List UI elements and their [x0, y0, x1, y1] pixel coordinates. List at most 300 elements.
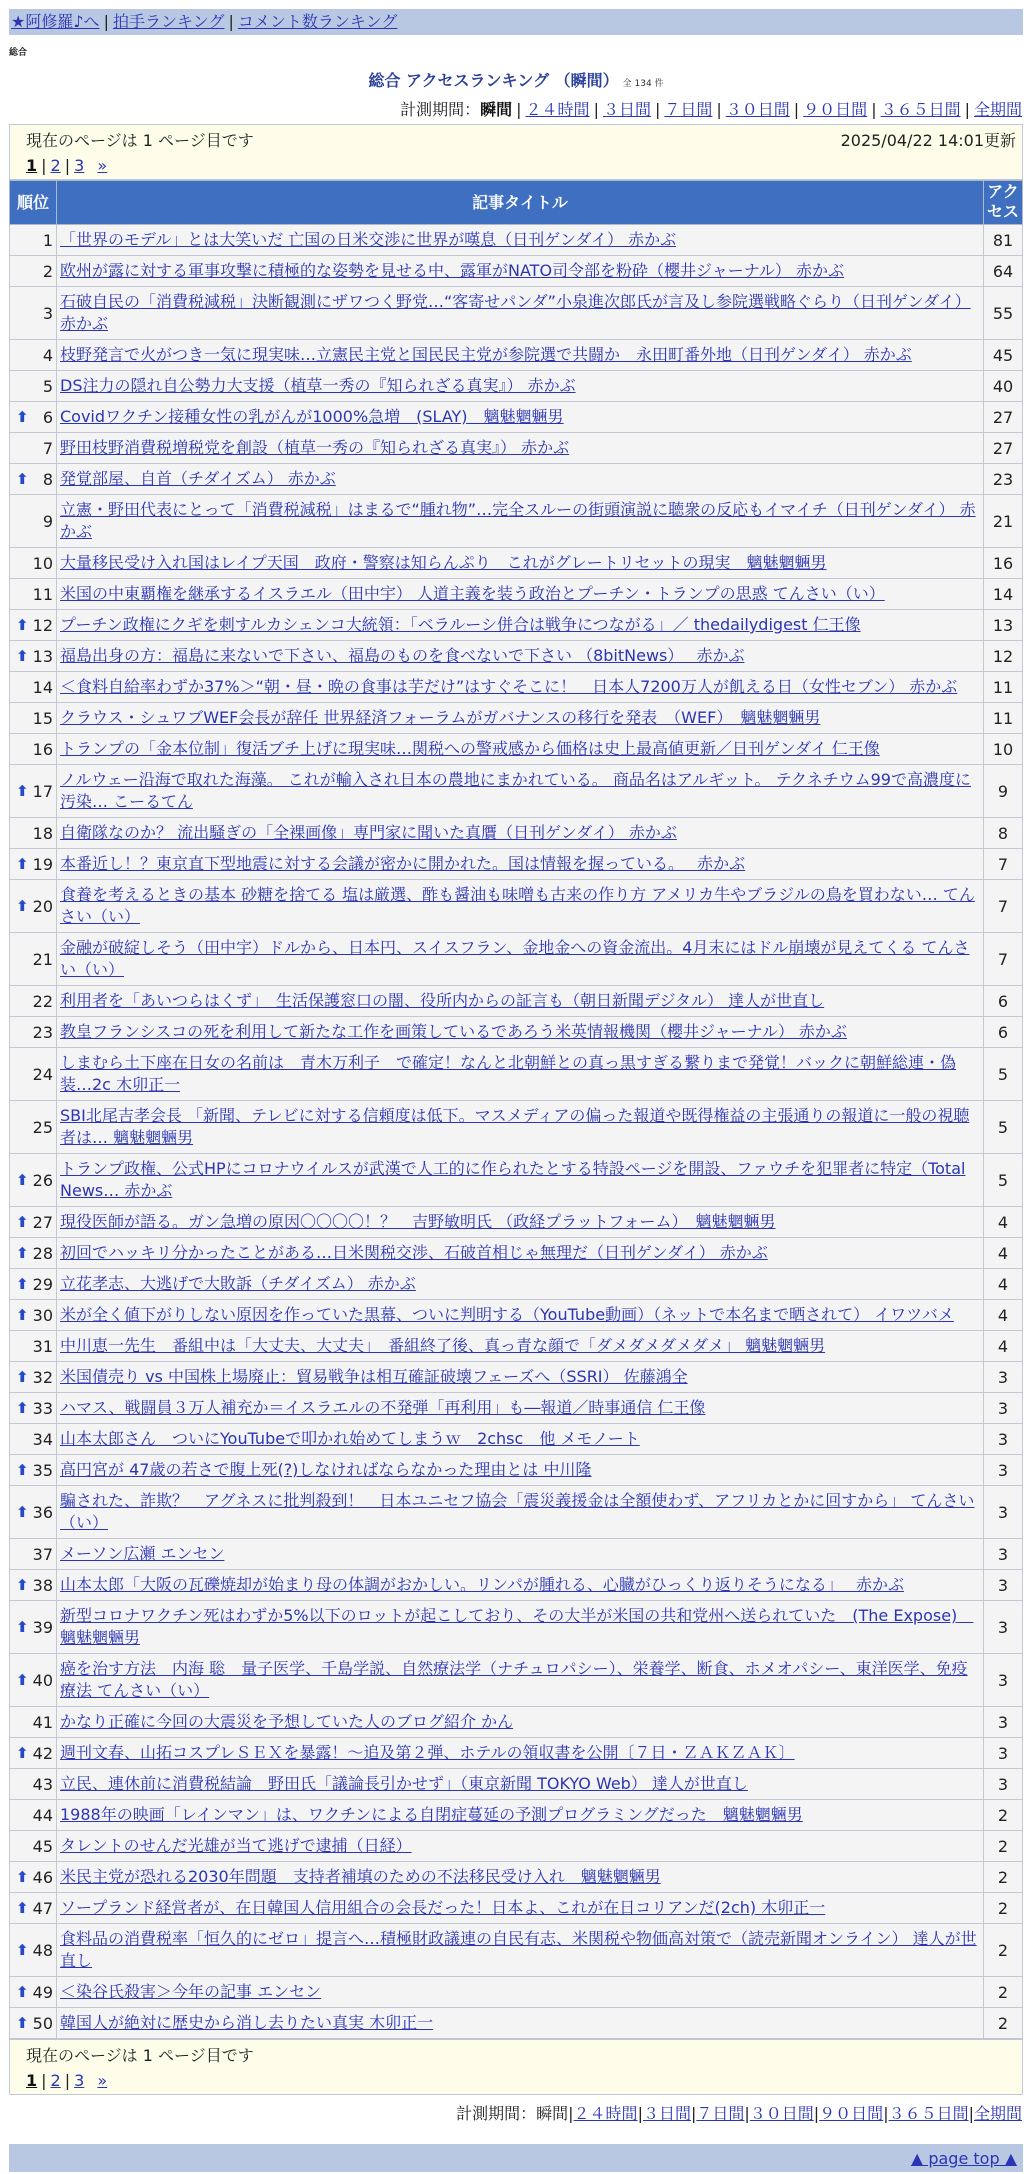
access-count: 5: [984, 1048, 1023, 1101]
page-link-3[interactable]: 3: [74, 156, 85, 175]
period-link-365d[interactable]: ３６５日間: [888, 2104, 969, 2123]
rank-cell: [10, 1570, 57, 1601]
article-title-link[interactable]: 立民、連休前に消費税結論 野田氏「議論長引かせず」（東京新聞 TOKYO Web） 達人が世直し: [60, 1774, 748, 1793]
article-title-link[interactable]: 教皇フランシスコの死を利用して新たな工作を画策しているであろう米英情報機関（櫻井ジャーナル） 赤かぶ: [60, 1022, 847, 1041]
pager-bottom: [9, 2039, 1023, 2095]
table-row: [10, 1707, 1023, 1738]
period-link-24h[interactable]: ２４時間: [573, 2104, 638, 2123]
access-count: 4: [984, 1207, 1023, 1238]
rank-up-arrow-icon: ⬆: [16, 647, 29, 665]
rank-number: 34: [32, 1429, 53, 1449]
rank-cell: [10, 1977, 57, 2008]
period-current: 瞬間: [480, 100, 513, 119]
period-link-90d[interactable]: ９０日間: [819, 2104, 884, 2123]
rank-up-arrow-icon: ⬆: [16, 1744, 29, 1762]
table-row: [10, 1154, 1023, 1207]
table-row: [10, 371, 1023, 402]
article-title-link[interactable]: ＜食料自給率わずか37%＞“朝・昼・晩の食事は芋だけ”はすぐそこに！ 日本人7200万人が飢える日（女性セブン） 赤かぶ: [60, 677, 958, 696]
title-cell: [57, 1048, 984, 1101]
article-title-link[interactable]: 立憲・野田代表にとって「消費税減税」はまるで“腫れ物”…完全スルーの街頭演説に聴衆の反応もイマイチ（日刊ゲンダイ） 赤かぶ: [60, 500, 976, 541]
ranking-table: [9, 180, 1023, 2039]
title-cell: [57, 734, 984, 765]
header-access: アクセス: [984, 181, 1023, 225]
title-cell: [57, 433, 984, 464]
access-count: 4: [984, 1300, 1023, 1331]
page-link-3[interactable]: 3: [74, 2071, 85, 2090]
rank-cell: [10, 1331, 57, 1362]
rank-cell: [10, 1601, 57, 1654]
title-cell: [57, 1017, 984, 1048]
page-link-2[interactable]: 2: [50, 2071, 61, 2090]
page-link-next[interactable]: »: [97, 156, 108, 175]
rank-up-arrow-icon: ⬆: [16, 408, 29, 426]
rank-number: 13: [32, 646, 53, 666]
rank-number: 20: [32, 896, 53, 916]
title-cell: [57, 1154, 984, 1207]
rank-number: 16: [32, 739, 53, 759]
title-cell: [57, 1238, 984, 1269]
rank-number: 9: [42, 511, 53, 531]
table-row: [10, 641, 1023, 672]
rank-number: 44: [32, 1805, 53, 1825]
table-row: [10, 1654, 1023, 1707]
period-selector-bottom: 計測期間：瞬間|２４時間|３日間|７日間|３０日間|９０日間|３６５日間|全期間: [456, 2104, 1022, 2123]
article-title-link[interactable]: トランプの「金本位制」復活ブチ上げに現実味…関税への警戒感から価格は史上最高値更新／日刊ゲンダイ 仁王像: [60, 739, 880, 758]
rank-number: 23: [32, 1022, 53, 1042]
title-cell: [57, 287, 984, 340]
rank-number: 12: [32, 615, 53, 635]
table-row: [10, 287, 1023, 340]
table-row: [10, 1017, 1023, 1048]
access-count: 64: [984, 256, 1023, 287]
table-row: [10, 1362, 1023, 1393]
table-row: [10, 672, 1023, 703]
table-row: [10, 1207, 1023, 1238]
title-cell: [57, 1539, 984, 1570]
title-cell: [57, 986, 984, 1017]
access-count: 3: [984, 1707, 1023, 1738]
article-title-link[interactable]: 大量移民受け入れ国はレイプ天国 政府・警察は知らんぷり これがグレートリセットの現実 魑魅魍魎男: [60, 553, 827, 572]
article-title-link[interactable]: DS注力の隠れ自公勢力大支援（植草一秀の『知られざる真実』） 赤かぶ: [60, 376, 576, 395]
rank-cell: [10, 1654, 57, 1707]
table-row: [10, 1486, 1023, 1539]
table-row: [10, 464, 1023, 495]
article-title-link[interactable]: しまむら土下座在日女の名前は 青木万利子 で確定！なんと北朝鮮との真っ黒すぎる繋りまで発覚！バックに朝鮮総連・偽装…2c 木卯正一: [60, 1053, 957, 1094]
rank-cell: [10, 1539, 57, 1570]
access-count: 12: [984, 641, 1023, 672]
rank-number: 24: [32, 1064, 53, 1084]
period-selector-top: 計測期間：瞬間 | ２４時間 | ３日間 | ７日間 | ３０日間 | ９０日間 | ３６５日間 | 全期間: [400, 100, 1022, 119]
rank-cell: [10, 287, 57, 340]
rank-cell: [10, 256, 57, 287]
page-link-2[interactable]: 2: [50, 156, 61, 175]
rank-cell: [10, 1486, 57, 1539]
access-count: 3: [984, 1570, 1023, 1601]
page-current: 1: [26, 2071, 38, 2090]
table-row: [10, 1800, 1023, 1831]
rank-up-arrow-icon: ⬆: [16, 1368, 29, 1386]
access-count: 3: [984, 1362, 1023, 1393]
article-title-link[interactable]: 利用者を「あいつらはくず」 生活保護窓口の闇、役所内からの証言も（朝日新聞デジタル） 達人が世直し: [60, 991, 825, 1010]
access-count: 5: [984, 1101, 1023, 1154]
access-count: 4: [984, 1269, 1023, 1300]
rank-number: 27: [32, 1212, 53, 1232]
rank-number: 48: [32, 1940, 53, 1960]
rank-number: 36: [32, 1502, 53, 1522]
article-title-link[interactable]: 米が全く値下がりしない原因を作っていた黒幕、ついに判明する（YouTube動画）（ネットで本名まで晒されて） イワツバメ: [60, 1305, 954, 1324]
access-count: 3: [984, 1393, 1023, 1424]
access-count: 14: [984, 579, 1023, 610]
table-row: [10, 986, 1023, 1017]
pager-status: 現在のページは 1 ページ目です: [26, 2046, 254, 2065]
article-title-link[interactable]: メーソン広瀬 エンセン: [60, 1544, 225, 1563]
access-count: 6: [984, 986, 1023, 1017]
rank-up-arrow-icon: ⬆: [16, 1899, 29, 1917]
article-title-link[interactable]: 高円宮が 47歳の若さで腹上死(?)しなければならなかった理由とは 中川隆: [60, 1460, 592, 1479]
table-row: [10, 225, 1023, 256]
title-cell: [57, 1831, 984, 1862]
access-count: 16: [984, 548, 1023, 579]
rank-number: 7: [42, 438, 53, 458]
access-count: 3: [984, 1601, 1023, 1654]
title-cell: [57, 495, 984, 548]
rank-number: 39: [32, 1617, 53, 1637]
period-link-3d[interactable]: ３日間: [642, 2104, 691, 2123]
nav-link-comment-ranking[interactable]: コメント数ランキング: [237, 12, 398, 31]
table-row: [10, 1238, 1023, 1269]
rank-cell: [10, 1300, 57, 1331]
rank-up-arrow-icon: ⬆: [16, 1671, 29, 1689]
table-row: [10, 610, 1023, 641]
article-title-link[interactable]: 金融が破綻しそう（田中宇）ドルから、日本円、スイスフラン、金地金への資金流出。4月末にはドル崩壊が見えてくる てんさい（い）: [60, 938, 970, 979]
article-title-link[interactable]: 欧州が露に対する軍事攻撃に積極的な姿勢を見せる中、露軍がNATO司令部を粉砕（櫻井ジャーナル） 赤かぶ: [60, 261, 845, 280]
rank-cell: [10, 1207, 57, 1238]
access-count: 4: [984, 1331, 1023, 1362]
title-cell: [57, 1362, 984, 1393]
article-title-link[interactable]: 「世界のモデル」とは大笑いだ 亡国の日米交渉に世界が嘆息（日刊ゲンダイ） 赤かぶ: [60, 230, 677, 249]
rank-up-arrow-icon: ⬆: [16, 1461, 29, 1479]
table-row: [10, 765, 1023, 818]
title-cell: [57, 579, 984, 610]
rank-up-arrow-icon: ⬆: [16, 1213, 29, 1231]
period-link-30d[interactable]: ３０日間: [749, 2104, 814, 2123]
access-count: 2: [984, 1831, 1023, 1862]
rank-cell: [10, 765, 57, 818]
access-count: 2: [984, 1977, 1023, 2008]
page-link-next[interactable]: »: [97, 2071, 108, 2090]
rank-cell: [10, 1424, 57, 1455]
rank-number: 45: [32, 1836, 53, 1856]
period-link-30d[interactable]: ３０日間: [725, 100, 790, 119]
period-link-365d[interactable]: ３６５日間: [880, 100, 961, 119]
title-cell: [57, 703, 984, 734]
table-row: [10, 933, 1023, 986]
article-title-link[interactable]: ＜染谷氏殺害＞今年の記事 エンセン: [60, 1982, 322, 2001]
title-cell: [57, 1486, 984, 1539]
title-cell: [57, 1207, 984, 1238]
title-cell: [57, 1769, 984, 1800]
rank-up-arrow-icon: ⬆: [16, 470, 29, 488]
title-cell: [57, 1601, 984, 1654]
article-title-link[interactable]: プーチン政権にクギを刺すルカシェンコ大統領：「ベラルーシ併合は戦争につながる」／ thedailydigest 仁王像: [60, 615, 861, 634]
rank-number: 29: [32, 1274, 53, 1294]
access-count: 23: [984, 464, 1023, 495]
title-cell: [57, 1738, 984, 1769]
nav-link-clap-ranking[interactable]: 拍手ランキング: [112, 12, 225, 31]
title-cell: [57, 1862, 984, 1893]
article-title-link[interactable]: ハマス、戦闘員３万人補充か＝イスラエルの不発弾「再利用」も―報道／時事通信 仁王像: [60, 1398, 706, 1417]
rank-number: 32: [32, 1367, 53, 1387]
period-link-24h[interactable]: ２４時間: [525, 100, 590, 119]
title-cell: [57, 340, 984, 371]
rank-cell: [10, 734, 57, 765]
article-title-link[interactable]: 現役医師が語る。ガン急増の原因〇〇〇〇！？ 吉野敏明氏 （政経プラットフォーム） 魑魅魍魎男: [60, 1212, 776, 1231]
rank-cell: [10, 2008, 57, 2039]
table-row: [10, 1455, 1023, 1486]
rank-up-arrow-icon: ⬆: [16, 897, 29, 915]
page-top-link[interactable]: ▲ page top ▲: [910, 2149, 1017, 2168]
access-count: 2: [984, 1924, 1023, 1977]
access-count: 2: [984, 2008, 1023, 2039]
title-cell: [57, 1424, 984, 1455]
rank-up-arrow-icon: ⬆: [16, 1275, 29, 1293]
title-cell: [57, 548, 984, 579]
period-link-90d[interactable]: ９０日間: [803, 100, 868, 119]
title-cell: [57, 256, 984, 287]
rank-cell: [10, 641, 57, 672]
access-count: 3: [984, 1769, 1023, 1800]
category-label: 総合: [9, 48, 28, 58]
total-count: 全 134 件: [622, 79, 664, 89]
rank-number: 11: [32, 584, 53, 604]
access-count: 27: [984, 433, 1023, 464]
article-title-link[interactable]: 1988年の映画「レインマン」は、ワクチンによる自閉症蔓延の予測プログラミングだった 魑魅魍魎男: [60, 1805, 803, 1824]
rank-up-arrow-icon: ⬆: [16, 1941, 29, 1959]
article-title-link[interactable]: 山本太郎さん ついにYouTubeで叩かれ始めてしまうｗ 2chsc 他 メモノート: [60, 1429, 640, 1448]
title-cell: [57, 765, 984, 818]
rank-cell: [10, 703, 57, 734]
rank-cell: [10, 579, 57, 610]
rank-cell: [10, 1800, 57, 1831]
rank-up-arrow-icon: ⬆: [16, 1306, 29, 1324]
title-cell: [57, 933, 984, 986]
rank-number: 46: [32, 1867, 53, 1887]
access-count: 45: [984, 340, 1023, 371]
rank-cell: [10, 464, 57, 495]
rank-cell: [10, 986, 57, 1017]
article-title-link[interactable]: 米国債売り vs 中国株上場廃止：貿易戦争は相互確証破壊フェーズへ（SSRI） 佐藤鴻全: [60, 1367, 688, 1386]
table-row: [10, 2008, 1023, 2039]
table-row: [10, 1393, 1023, 1424]
title-cell: [57, 1707, 984, 1738]
article-title-link[interactable]: 初回でハッキリ分かったことがある…日米関税交渉、石破首相じゃ無理だ（日刊ゲンダイ） 赤かぶ: [60, 1243, 768, 1262]
rank-number: 1: [42, 230, 53, 250]
access-count: 7: [984, 849, 1023, 880]
article-title-link[interactable]: SBI北尾吉孝会長 「新聞、テレビに対する信頼度は低下。マスメディアの偏った報道や既得権益の主張通りの報道に一般の視聴者は… 魑魅魍魎男: [60, 1106, 970, 1147]
article-title-link[interactable]: 自衛隊なのか？ 流出騒ぎの「全裸画像」専門家に聞いた真贋（日刊ゲンダイ） 赤かぶ: [60, 823, 677, 842]
rank-number: 49: [32, 1982, 53, 2002]
access-count: 11: [984, 703, 1023, 734]
access-count: 27: [984, 402, 1023, 433]
article-title-link[interactable]: 食料品の消費税率「恒久的にゼロ」提言へ…積極財政議連の自民有志、米関税や物価高対策で（読売新聞オンライン） 達人が世直し: [60, 1929, 977, 1970]
table-row: [10, 256, 1023, 287]
rank-number: 37: [32, 1544, 53, 1564]
rank-cell: [10, 1101, 57, 1154]
table-row: [10, 548, 1023, 579]
title-cell: [57, 1893, 984, 1924]
title-cell: [57, 1300, 984, 1331]
rank-up-arrow-icon: ⬆: [16, 2014, 29, 2032]
title-cell: [57, 641, 984, 672]
rank-cell: [10, 672, 57, 703]
rank-cell: [10, 1862, 57, 1893]
footer-bar: [9, 2144, 1023, 2172]
article-title-link[interactable]: 新型コロナワクチン死はわずか5%以下のロットが起こしており、その大半が米国の共和党州へ送られていた (The Expose) 魑魅魍魎男: [60, 1606, 974, 1647]
period-label: 計測期間：: [456, 2104, 537, 2123]
rank-cell: [10, 849, 57, 880]
table-row: [10, 495, 1023, 548]
ranking-table-body: [10, 225, 1023, 2039]
article-title-link[interactable]: 中川恵一先生 番組中は「大丈夫、大丈夫」 番組終了後、真っ青な顔で「ダメダメダメダメ」 魑魅魍魎男: [60, 1336, 826, 1355]
period-label: 計測期間：: [400, 100, 481, 119]
rank-number: 19: [32, 854, 53, 874]
article-title-link[interactable]: 米国の中東覇権を継承するイスラエル（田中宇） 人道主義を装う政治とプーチン・トランプの思惑 てんさい（い）: [60, 584, 885, 603]
period-link-7d[interactable]: ７日間: [696, 2104, 745, 2123]
table-row: [10, 1331, 1023, 1362]
rank-cell: [10, 610, 57, 641]
rank-number: 18: [32, 823, 53, 843]
rank-up-arrow-icon: ⬆: [16, 1244, 29, 1262]
access-count: 11: [984, 672, 1023, 703]
title-cell: [57, 1101, 984, 1154]
rank-cell: [10, 402, 57, 433]
title-cell: [57, 464, 984, 495]
article-title-link[interactable]: タレントのせんだ光雄が当て逃げで逮捕（日経）: [60, 1836, 412, 1855]
nav-link-asyura[interactable]: ★阿修羅♪へ: [11, 12, 100, 31]
article-title-link[interactable]: 山本太郎「大阪の瓦礫焼却が始まり母の体調がおかしい。リンパが腫れる、心臓がひっくり返りそうになる」 赤かぶ: [60, 1575, 904, 1594]
rank-cell: [10, 1455, 57, 1486]
title-cell: [57, 1455, 984, 1486]
article-title-link[interactable]: 週刊文春、山拓コスプレＳＥＸを暴露！～追及第２弾、ホテルの領収書を公開〔７日・ＺＡＫＺＡＫ〕: [60, 1743, 795, 1762]
article-title-link[interactable]: かなり正確に今回の大震災を予想していた人のブログ紹介 かん: [60, 1712, 514, 1731]
rank-number: 33: [32, 1398, 53, 1418]
access-count: 3: [984, 1738, 1023, 1769]
article-title-link[interactable]: 立花孝志、大逃げで大敗訴（チダイズム） 赤かぶ: [60, 1274, 416, 1293]
article-title-link[interactable]: 食養を考えるときの基本 砂糖を捨てる 塩は厳選、酢も醤油も味噌も古来の作り方 アメリカ牛やブラジルの鳥を買わない… てんさい（い）: [60, 885, 975, 926]
rank-cell: [10, 1924, 57, 1977]
rank-number: 8: [42, 469, 53, 489]
table-row: [10, 1101, 1023, 1154]
access-count: 3: [984, 1539, 1023, 1570]
page-current: 1: [26, 156, 38, 175]
rank-number: 17: [32, 781, 53, 801]
article-title-link[interactable]: 騙された、詐欺？ アグネスに批判殺到！ 日本ユニセフ協会「震災義援金は全額使わず、アフリカとかに回すから」 てんさい（い）: [60, 1491, 975, 1532]
rank-up-arrow-icon: ⬆: [16, 1171, 29, 1189]
access-count: 3: [984, 1486, 1023, 1539]
rank-number: 6: [42, 407, 53, 427]
title-cell: [57, 849, 984, 880]
table-row: [10, 1570, 1023, 1601]
access-count: 21: [984, 495, 1023, 548]
rank-number: 22: [32, 991, 53, 1011]
period-link-all[interactable]: 全期間: [973, 2104, 1022, 2123]
table-row: [10, 1601, 1023, 1654]
rank-number: 41: [32, 1712, 53, 1732]
table-row: [10, 703, 1023, 734]
table-row: [10, 1924, 1023, 1977]
title-cell: [57, 1570, 984, 1601]
period-link-3d[interactable]: ３日間: [602, 100, 651, 119]
article-title-link[interactable]: 発覚部屋、自首（チダイズム） 赤かぶ: [60, 469, 336, 488]
rank-cell: [10, 1238, 57, 1269]
pagination: 1 | 2 | 3 »: [26, 2071, 108, 2090]
pager-top: [9, 124, 1023, 180]
article-title-link[interactable]: トランプ政権、公式HPにコロナウイルスが武漢で人工的に作られたとする特設ページを開設、ファウチを犯罪者に特定（Total News… 赤かぶ: [60, 1159, 966, 1200]
rank-cell: [10, 1393, 57, 1424]
article-title-link[interactable]: 本番近し！？東京直下型地震に対する会議が密かに開かれた。国は情報を握っている。 赤かぶ: [60, 854, 746, 873]
article-title-link[interactable]: 韓国人が絶対に歴史から消し去りたい真実 木卯正一: [60, 2013, 434, 2032]
table-row: [10, 402, 1023, 433]
rank-cell: [10, 1154, 57, 1207]
pagination: 1 | 2 | 3 »: [26, 156, 108, 175]
article-title-link[interactable]: ノルウェー沿海で取れた海藻。 これが輸入され日本の農地にまかれている。 商品名はアルギット。 テクネチウム99で高濃度に汚染… こーるてん: [60, 770, 971, 811]
rank-number: 47: [32, 1898, 53, 1918]
rank-number: 43: [32, 1774, 53, 1794]
table-row: [10, 1048, 1023, 1101]
article-title-link[interactable]: 石破自民の「消費税減税」決断観測にザワつく野党…“客寄せパンダ”小泉進次郎氏が言及し参院選戦略ぐらり（日刊ゲンダイ） 赤かぶ: [60, 292, 971, 333]
rank-number: 2: [42, 261, 53, 281]
article-title-link[interactable]: Covidワクチン接種女性の乳がんが1000%急増 (SLAY) 魑魅魍魎男: [60, 407, 564, 426]
table-row: [10, 1977, 1023, 2008]
period-link-all[interactable]: 全期間: [973, 100, 1022, 119]
article-title-link[interactable]: 米民主党が恐れる2030年問題 支持者補填のための不法移民受け入れ 魑魅魍魎男: [60, 1867, 661, 1886]
rank-number: 42: [32, 1743, 53, 1763]
article-title-link[interactable]: 枝野発言で火がつき一気に現実味…立憲民主党と国民民主党が参院選で共闘か 永田町番外地（日刊ゲンダイ） 赤かぶ: [60, 345, 912, 364]
article-title-link[interactable]: 癌を治す方法 内海 聡 量子医学、千島学説、自然療法学（ナチュロパシー）、栄養学、断食、ホメオパシー、東洋医学、免疫療法 てんさい（い）: [60, 1659, 968, 1700]
rank-cell: [10, 1048, 57, 1101]
title-cell: [57, 610, 984, 641]
table-row: [10, 1862, 1023, 1893]
access-count: 55: [984, 287, 1023, 340]
access-count: 7: [984, 933, 1023, 986]
access-count: 9: [984, 765, 1023, 818]
rank-number: 21: [32, 949, 53, 969]
nav-separator: |: [228, 12, 234, 31]
table-row: [10, 433, 1023, 464]
rank-cell: [10, 1831, 57, 1862]
article-title-link[interactable]: 福島出身の方：福島に来ないで下さい、福島のものを食べないで下さい （8bitNews） 赤かぶ: [60, 646, 745, 665]
article-title-link[interactable]: クラウス・シュワブWEF会長が辞任 世界経済フォーラムがガバナンスの移行を発表 （WEF） 魑魅魍魎男: [60, 708, 821, 727]
rank-number: 14: [32, 677, 53, 697]
rank-up-arrow-icon: ⬆: [16, 616, 29, 634]
rank-number: 10: [32, 553, 53, 573]
table-row: [10, 340, 1023, 371]
rank-up-arrow-icon: ⬆: [16, 1868, 29, 1886]
access-count: 5: [984, 1154, 1023, 1207]
access-count: 40: [984, 371, 1023, 402]
rank-number: 15: [32, 708, 53, 728]
rank-cell: [10, 225, 57, 256]
access-count: 7: [984, 880, 1023, 933]
top-nav-bar: [9, 9, 1023, 35]
title-cell: [57, 402, 984, 433]
table-row: [10, 1300, 1023, 1331]
article-title-link[interactable]: ソープランド経営者が、在日韓国人信用組合の会長だった！日本よ、これが在日コリアンだ(2ch) 木卯正一: [60, 1898, 826, 1917]
period-link-7d[interactable]: ７日間: [664, 100, 713, 119]
rank-cell: [10, 818, 57, 849]
rank-up-arrow-icon: ⬆: [16, 1618, 29, 1636]
article-title-link[interactable]: 野田枝野消費税増税党を創設（植草一秀の『知られざる真実』） 赤かぶ: [60, 438, 570, 457]
